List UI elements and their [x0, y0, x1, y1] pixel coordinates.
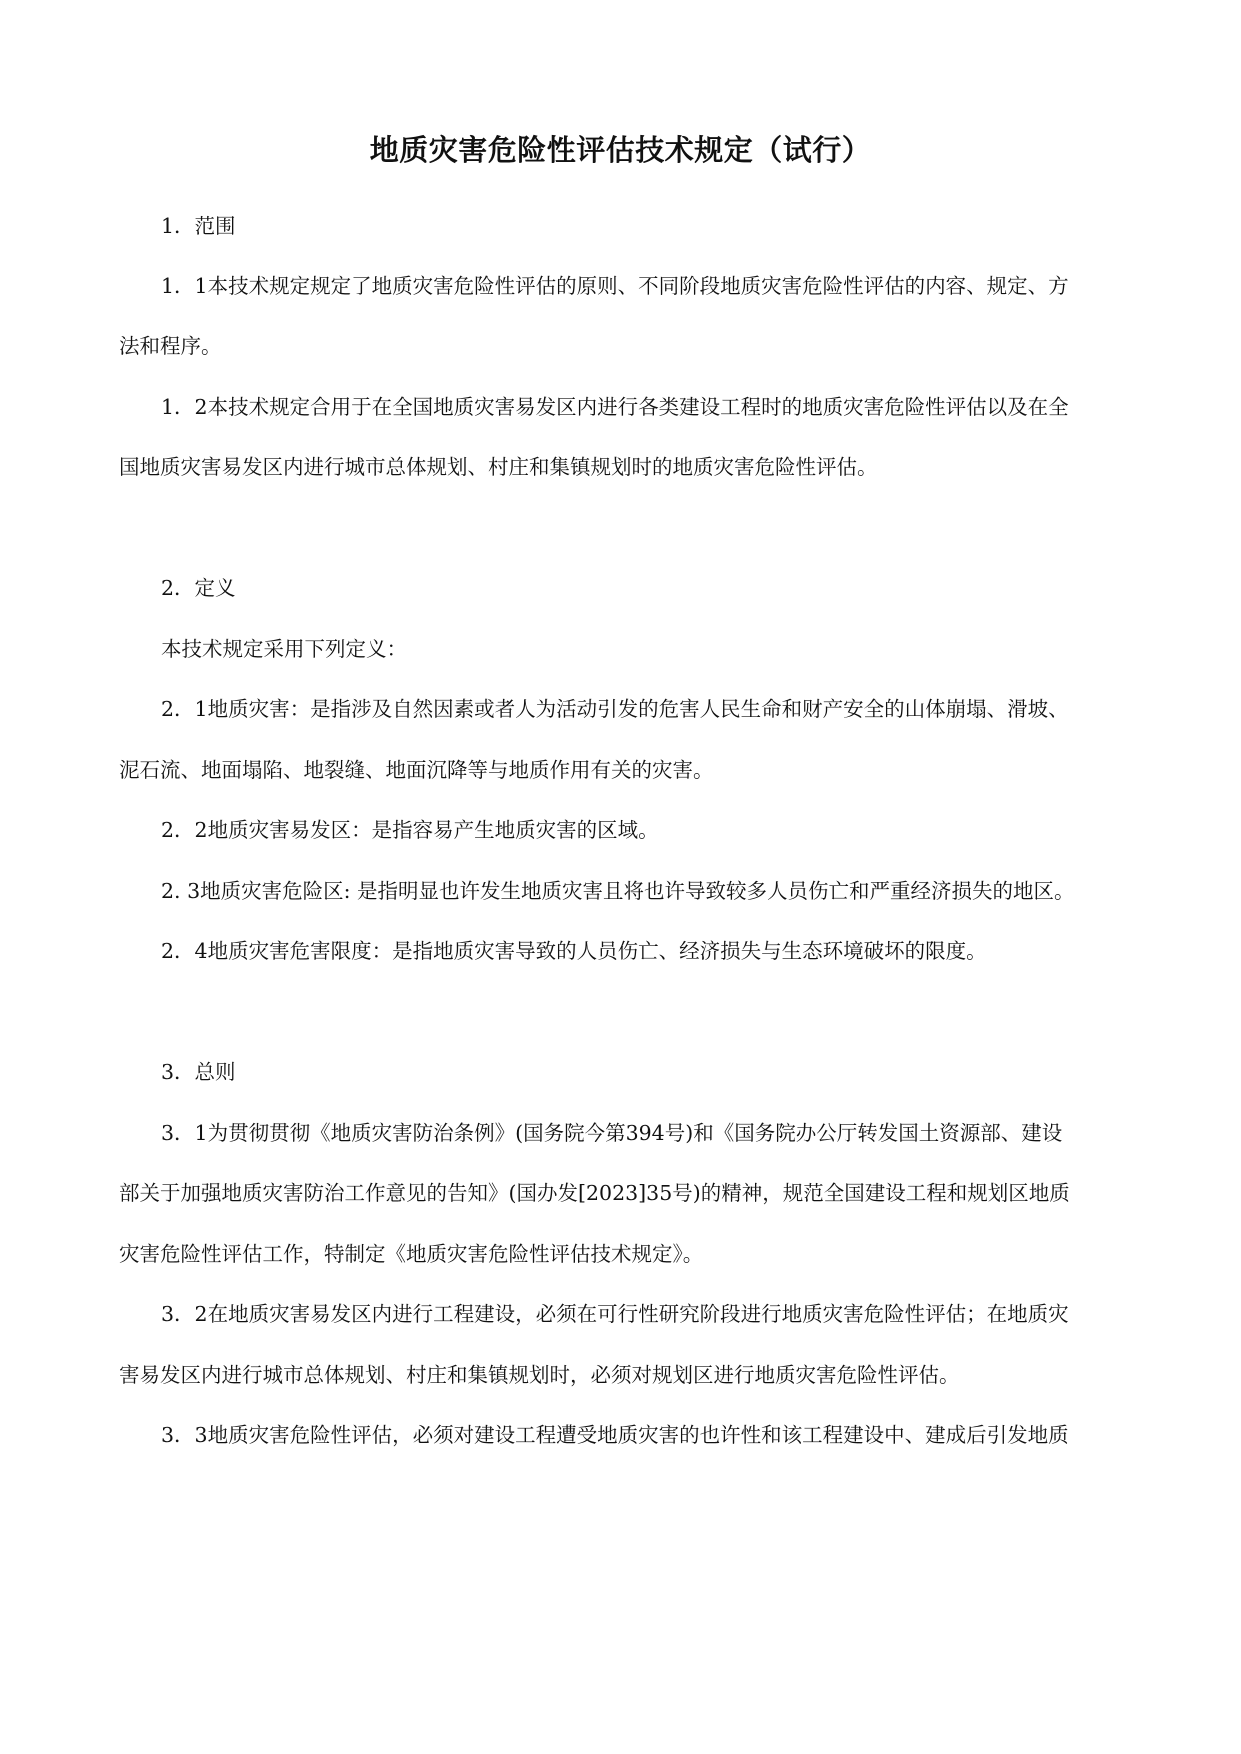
- paragraph-line: 3．2在地质灾害易发区内进行工程建设，必须在可行性研究阶段进行地质灾害危险性评估；在地质灾: [161, 1302, 1069, 1326]
- paragraph-line: 本技术规定采用下列定义：: [161, 637, 407, 661]
- paragraph-line: 泥石流、地面塌陷、地裂缝、地面沉降等与地质作用有关的灾害。: [119, 758, 714, 782]
- section-heading-scope: 1．范围: [161, 214, 236, 238]
- paragraph-line: 2. 3地质灾害危险区: 是指明显也许发生地质灾害且将也许导致较多人员伤亡和严重经济损失的地区。: [161, 879, 1075, 903]
- document-title: 地质灾害危险性评估技术规定（试行）: [369, 133, 872, 167]
- paragraph-line: 害易发区内进行城市总体规划、村庄和集镇规划时，必须对规划区进行地质灾害危险性评估。: [119, 1363, 960, 1387]
- paragraph-line: 国地质灾害易发区内进行城市总体规划、村庄和集镇规划时的地质灾害危险性评估。: [119, 455, 878, 479]
- section-heading-definitions: 2．定义: [161, 576, 236, 600]
- paragraph-line: 3．1为贯彻贯彻《地质灾害防治条例》(国务院今第394号)和《国务院办公厅转发国土资源部、建设: [161, 1121, 1063, 1145]
- paragraph-line: 部关于加强地质灾害防治工作意见的告知》(国办发[2023]35号)的精神，规范全国建设工程和规划区地质: [119, 1181, 1070, 1205]
- section-heading-general: 3．总则: [161, 1060, 236, 1084]
- paragraph-line: 2．2地质灾害易发区：是指容易产生地质灾害的区域。: [161, 818, 659, 842]
- paragraph-line: 2．1地质灾害：是指涉及自然因素或者人为活动引发的危害人民生命和财产安全的山体崩塌、滑坡、: [161, 697, 1069, 721]
- paragraph-line: 法和程序。: [119, 334, 222, 358]
- paragraph-line: 3．3地质灾害危险性评估，必须对建设工程遭受地质灾害的也许性和该工程建设中、建成后引发地质: [161, 1423, 1069, 1447]
- paragraph-line: 1．1本技术规定规定了地质灾害危险性评估的原则、不同阶段地质灾害危险性评估的内容、规定、方: [161, 274, 1069, 298]
- paragraph-line: 1．2本技术规定合用于在全国地质灾害易发区内进行各类建设工程时的地质灾害危险性评估以及在全: [161, 395, 1069, 419]
- paragraph-line: 灾害危险性评估工作，特制定《地质灾害危险性评估技术规定》。: [119, 1242, 704, 1266]
- paragraph-line: 2．4地质灾害危害限度：是指地质灾害导致的人员伤亡、经济损失与生态环境破坏的限度。: [161, 939, 987, 963]
